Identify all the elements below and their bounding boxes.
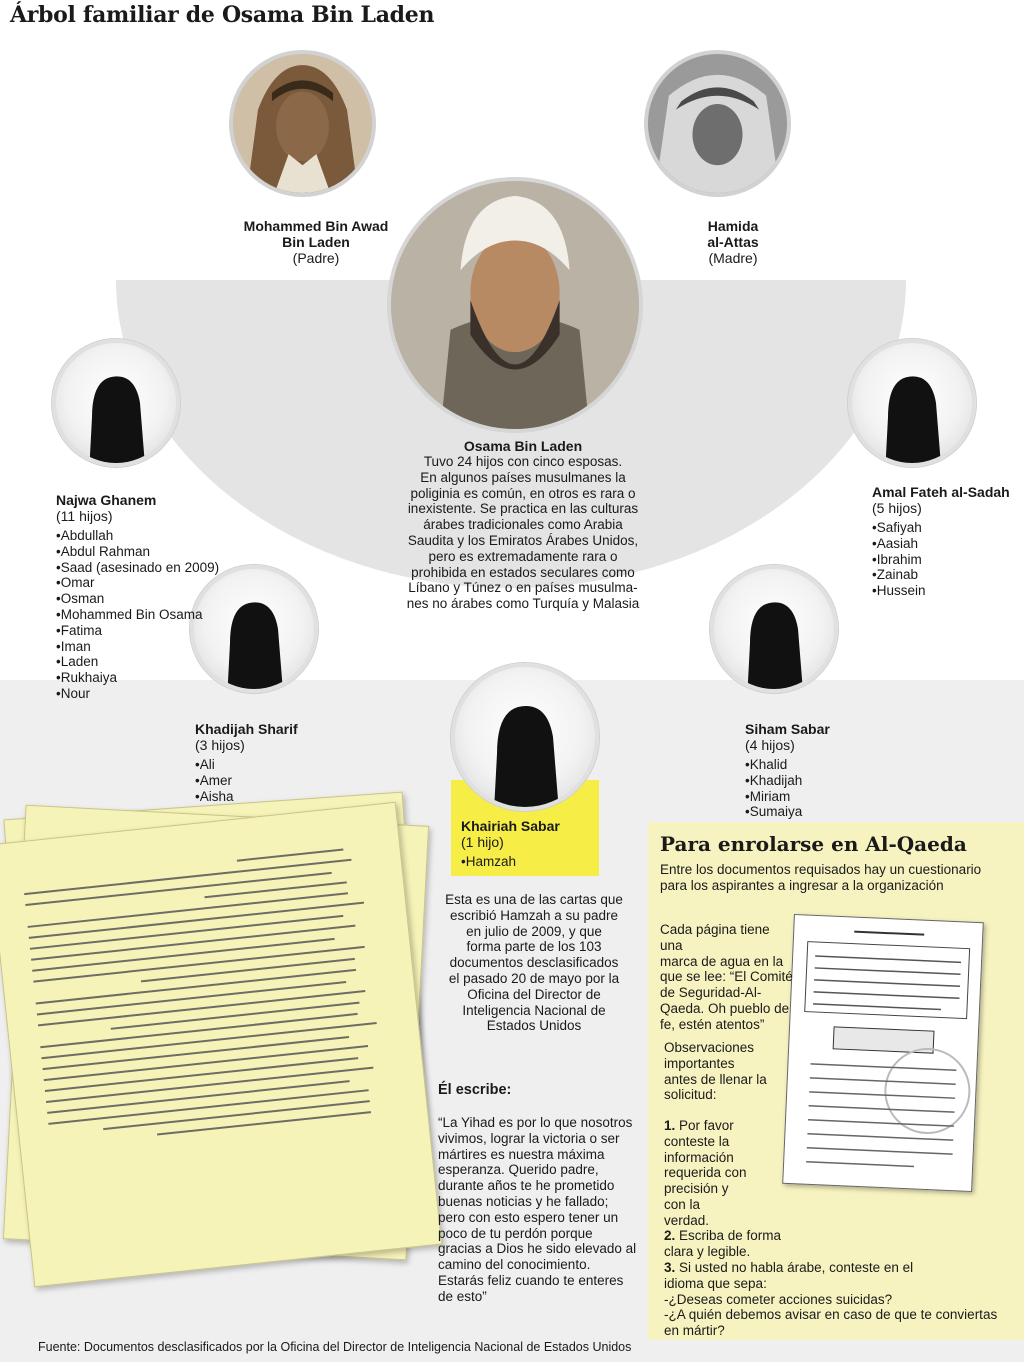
quote-line: Estarás feliz cuando te enteres — [438, 1272, 624, 1288]
osama-photo — [387, 177, 643, 433]
osama-description-line: Saudita y los Emiratos Árabes Unidos, — [407, 532, 639, 548]
khairiah-silhouette — [451, 663, 599, 811]
siham-silhouette — [710, 565, 838, 693]
khadijah-block: Khadijah Sharif (3 hijos) •Ali •Amer •Aisha — [195, 721, 355, 804]
item-line: con la — [664, 1196, 701, 1212]
observations-line: solicitud: — [664, 1087, 717, 1103]
child-name: •Hamzah — [461, 854, 516, 869]
letter-page-front — [0, 802, 442, 1287]
child-name: •Miriam — [745, 788, 791, 804]
child-name: •Aasiah — [872, 535, 919, 551]
osama-portrait-icon — [391, 181, 639, 429]
alqaeda-intro — [660, 862, 1020, 894]
child-name: •Khadijah — [745, 772, 803, 788]
alqaeda-item-2: 2. Escriba de forma clara y legible. — [664, 1228, 782, 1259]
amal-children-list — [872, 520, 1022, 599]
item-line: Por favor — [675, 1118, 734, 1133]
alqaeda-title: Para enrolarse en Al-Qaeda — [660, 832, 967, 856]
questionnaire-image — [782, 914, 984, 1192]
watermark-note-line: fe, estén atentos” — [660, 1016, 765, 1032]
alqaeda-intro-line: para los aspirantes a ingresar a la organización — [660, 877, 944, 893]
child-name: •Zainab — [872, 567, 919, 583]
osama-description-line: nes no árabes como Turquía y Malasia — [406, 596, 640, 612]
khairiah-children-list — [461, 854, 591, 870]
amal-block: Amal Fateh al-Sadah (5 hijos) •Safiyah •Aasiah •Ibrahim •Zainab •Hussein — [872, 484, 1022, 599]
quote-line: vivimos, lograr la victoria o ser — [438, 1130, 620, 1146]
quote-line: buenas noticias y he fallado; — [438, 1193, 609, 1209]
quote-line: esperanza. Querido padre, — [438, 1162, 599, 1178]
osama-name: Osama Bin Laden — [463, 438, 583, 454]
alqaeda-watermark-note — [660, 922, 795, 1033]
father-photo — [229, 50, 376, 197]
watermark-note-line: que se lee: “El Comité — [660, 969, 793, 985]
father-name: Mohammed Bin Awad Bin Laden — [243, 218, 389, 250]
alqaeda-intro-line: Entre los documentos requisados hay un cuestionario — [660, 862, 982, 877]
child-name: •Aisha — [195, 788, 234, 804]
najwa-silhouette — [52, 339, 180, 467]
mother-role: (Madre) — [708, 250, 758, 266]
quote-line: mártires es nuestra máxima — [438, 1146, 605, 1162]
letter-caption-line: el pasado 20 de mayo por la — [448, 970, 620, 986]
mother-name: Hamida al-Attas — [707, 218, 759, 250]
osama-description-line: Tuvo 24 hijos con cinco esposas. — [423, 454, 623, 469]
quote-text — [438, 1115, 648, 1305]
quote-line: “La Yihad es por lo que nosotros — [438, 1115, 633, 1130]
item-line: idioma que sepa: — [664, 1275, 767, 1291]
khairiah-block: Khairiah Sabar (1 hijo) •Hamzah — [461, 818, 591, 870]
mother-photo — [644, 50, 791, 197]
arabic-letter-lines — [23, 845, 419, 1263]
woman-silhouette-icon — [455, 667, 595, 807]
child-name: •Safiyah — [872, 520, 922, 535]
item-line: -¿A quién debemos avisar en caso de que te conviertas — [664, 1307, 998, 1323]
child-name: •Saad (asesinado en 2009) — [56, 559, 220, 575]
child-name: •Fatima — [56, 622, 102, 638]
item-line: conteste la — [664, 1133, 730, 1149]
child-name: •Hussein — [872, 583, 926, 599]
amal-silhouette — [848, 339, 976, 467]
child-name: •Abdul Rahman — [56, 543, 151, 559]
woman-silhouette-icon — [852, 343, 972, 463]
item-line: en mártir? — [664, 1323, 725, 1339]
letter-caption-line: Oficina del Director de — [467, 986, 601, 1002]
alqaeda-item-3: 3. Si usted no habla árabe, conteste en el idioma que sepa: -¿Deseas cometer acciones suicidas? -¿A quién debemos avisar en caso de que te conviertas en mártir? — [664, 1260, 998, 1339]
alqaeda-observations-heading — [664, 1040, 784, 1103]
letter-caption-line: forma parte de los 103 — [466, 939, 602, 955]
quote-line: gracias a Dios he sido elevado al — [438, 1241, 637, 1257]
child-name: •Amer — [195, 772, 232, 788]
item-line: requerida con — [664, 1165, 747, 1181]
quote-line: de esto” — [438, 1288, 487, 1304]
osama-description — [390, 454, 656, 612]
letter-caption-line: Inteligencia Nacional de — [462, 1002, 606, 1018]
osama-description-line: poliginia es común, en otros es rara o — [410, 485, 636, 501]
father-portrait-icon — [233, 54, 372, 193]
child-name: •Iman — [56, 638, 91, 654]
quote-line: pero con esto espero tener un — [438, 1209, 619, 1225]
child-name: •Ali — [195, 757, 215, 772]
osama-description-line: árabes tradicionales como Arabia — [423, 517, 623, 533]
osama-description-line: En algunos países musulmanes la — [420, 469, 626, 485]
siham-block: Siham Sabar (4 hijos) •Khalid •Khadijah •Miriam •Sumaiya — [745, 721, 885, 820]
child-name: •Osman — [56, 591, 105, 607]
letter-caption — [428, 892, 640, 1034]
woman-silhouette-icon — [714, 569, 834, 689]
item-line: Escriba de forma — [675, 1228, 782, 1243]
observations-line: importantes — [664, 1055, 735, 1071]
child-name: •Nour — [56, 685, 90, 701]
child-name: •Mohammed Bin Osama — [56, 606, 203, 622]
item-line: información — [664, 1149, 734, 1165]
osama-description-line: pero es extremadamente rara o — [428, 548, 618, 564]
watermark-note-line: Cada página tiene una — [660, 922, 770, 953]
siham-children-list — [745, 757, 885, 820]
observations-line: Observaciones — [664, 1040, 755, 1055]
letter-caption-line: documentos desclasificados — [449, 955, 619, 971]
item-line: Si usted no habla árabe, conteste en el — [675, 1260, 914, 1275]
arabic-form-icon — [783, 915, 985, 1193]
najwa-children-list — [56, 528, 246, 702]
quote-line: poco de tu perdón porque — [438, 1225, 593, 1241]
source-note: Fuente: Documentos desclasificados por la Oficina del Director de Inteligencia Nacional de Estados Unidos — [38, 1340, 632, 1354]
najwa-block: Najwa Ghanem (11 hijos) •Abdullah •Abdul Rahman •Saad (asesinado en 2009) •Omar •Osman •Mohammed Bin Osama •Fatima •Iman •Laden •Rukhaiya •Nour — [56, 492, 246, 702]
watermark-note-line: marca de agua en la — [660, 953, 784, 969]
father-role: (Padre) — [292, 250, 340, 266]
osama-description-line: prohibida en estados seculares como — [411, 564, 635, 580]
woman-silhouette-icon — [56, 343, 176, 463]
letter-caption-line: Esta es una de las cartas que — [445, 892, 623, 907]
quote-line: durante años te he prometido — [438, 1178, 615, 1194]
quote-line: camino del conocimiento. — [438, 1257, 591, 1273]
osama-description-line: Líbano y Túnez o en países musulma- — [408, 580, 638, 596]
child-name: •Rukhaiya — [56, 670, 118, 686]
letter-caption-line: en julio de 2009, y que — [466, 923, 602, 939]
item-line: -¿Deseas cometer acciones suicidas? — [664, 1291, 893, 1307]
child-name: •Abdullah — [56, 528, 114, 543]
alqaeda-item-1: 1. Por favor conteste la información requerida con precisión y con la verdad. — [664, 1118, 747, 1228]
osama-description-line: inexistente. Se practica en las culturas — [407, 501, 639, 517]
mother-portrait-icon — [648, 54, 787, 193]
watermark-note-line: Qaeda. Oh pueblo de — [660, 1000, 790, 1016]
letter-caption-line: Estados Unidos — [486, 1018, 582, 1034]
child-name: •Laden — [56, 654, 99, 670]
child-name: •Omar — [56, 575, 95, 591]
item-line: clara y legible. — [664, 1243, 751, 1259]
quote-heading: Él escribe: — [438, 1082, 512, 1098]
observations-line: antes de llenar la — [664, 1071, 767, 1087]
page-title: Árbol familiar de Osama Bin Laden — [10, 2, 435, 28]
watermark-note-line: de Seguridad-Al- — [660, 985, 762, 1001]
child-name: •Ibrahim — [872, 551, 922, 567]
item-line: verdad. — [664, 1212, 710, 1228]
child-name: •Sumaiya — [745, 804, 803, 820]
child-name: •Khalid — [745, 757, 788, 772]
item-line: precisión y — [664, 1181, 729, 1197]
letter-caption-line: escribió Hamzah a su padre — [449, 907, 619, 923]
